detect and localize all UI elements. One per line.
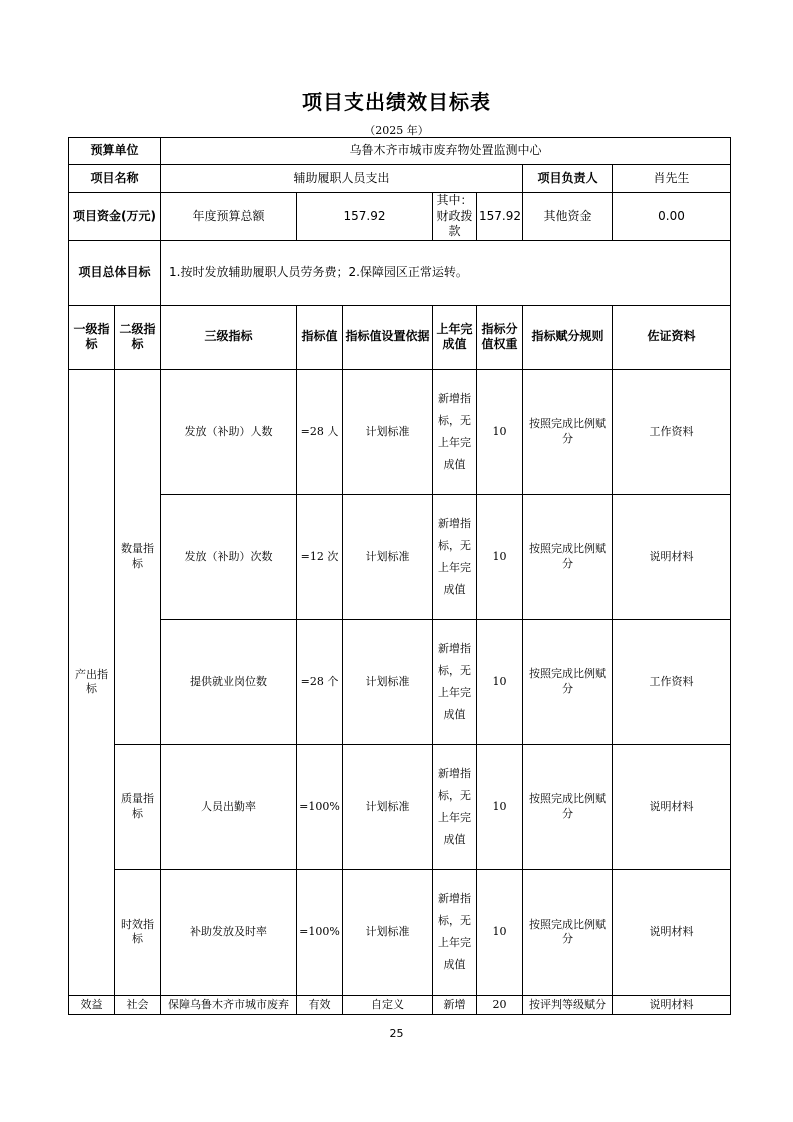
table-row bbox=[69, 744, 731, 869]
annual-budget-label: 年度预算总额 bbox=[161, 193, 297, 241]
fiscal-value: 157.92 bbox=[477, 193, 523, 241]
row-value: =28 个 bbox=[297, 619, 343, 744]
row-weight: 10 bbox=[477, 619, 523, 744]
row-rule: 按照完成比例赋分 bbox=[523, 369, 613, 494]
page-title: 项目支出绩效目标表 bbox=[302, 90, 491, 114]
fiscal-label: 其中：财政拨款 bbox=[433, 193, 477, 241]
budget-unit-value: 乌鲁木齐市城市废弃物处置监测中心 bbox=[161, 138, 731, 165]
row-weight: 10 bbox=[477, 369, 523, 494]
row-evidence: 说明材料 bbox=[613, 494, 731, 619]
row-prev: 新增指标，无上年完成值 bbox=[433, 494, 477, 619]
budget-unit-label: 预算单位 bbox=[69, 138, 161, 165]
row-value: =100% bbox=[297, 744, 343, 869]
row-evidence: 说明材料 bbox=[613, 744, 731, 869]
col-header-level2: 二级指标 bbox=[115, 305, 161, 369]
col-header-level1: 一级指标 bbox=[69, 305, 115, 369]
row-weight: 10 bbox=[477, 494, 523, 619]
overall-goal-label: 项目总体目标 bbox=[69, 240, 161, 305]
row-evidence: 工作资料 bbox=[613, 619, 731, 744]
last-basis: 自定义 bbox=[343, 995, 433, 1014]
project-owner-label: 项目负责人 bbox=[523, 165, 613, 193]
col-header-level3: 三级指标 bbox=[161, 305, 297, 369]
row-rule: 按照完成比例赋分 bbox=[523, 869, 613, 995]
last-evidence: 说明材料 bbox=[613, 995, 731, 1014]
last-level1: 效益 bbox=[69, 995, 115, 1014]
project-name-label: 项目名称 bbox=[69, 165, 161, 193]
row-value: =100% bbox=[297, 869, 343, 995]
row-prev: 新增指标，无上年完成值 bbox=[433, 869, 477, 995]
table-row bbox=[69, 369, 731, 494]
row-basis: 计划标准 bbox=[343, 869, 433, 995]
col-header-rule: 指标赋分规则 bbox=[523, 305, 613, 369]
other-funds-value: 0.00 bbox=[613, 193, 731, 241]
row-prev: 新增指标，无上年完成值 bbox=[433, 744, 477, 869]
last-value: 有效 bbox=[297, 995, 343, 1014]
row-rule: 按照完成比例赋分 bbox=[523, 744, 613, 869]
row-weight: 10 bbox=[477, 869, 523, 995]
row-value: =12 次 bbox=[297, 494, 343, 619]
last-level3: 保障乌鲁木齐市城市废弃 bbox=[161, 995, 297, 1014]
level2-quality: 质量指标 bbox=[115, 744, 161, 869]
col-header-evidence: 佐证资料 bbox=[613, 305, 731, 369]
performance-table bbox=[68, 137, 731, 1015]
row-level3: 补助发放及时率 bbox=[161, 869, 297, 995]
last-rule: 按评判等级赋分 bbox=[523, 995, 613, 1014]
col-header-weight: 指标分值权重 bbox=[477, 305, 523, 369]
year-label: （2025 年） bbox=[364, 124, 429, 137]
project-fund-label: 项目资金(万元) bbox=[69, 193, 161, 241]
row-evidence: 说明材料 bbox=[613, 869, 731, 995]
table-row bbox=[69, 869, 731, 995]
row-level3: 人员出勤率 bbox=[161, 744, 297, 869]
row-rule: 按照完成比例赋分 bbox=[523, 494, 613, 619]
row-level3: 提供就业岗位数 bbox=[161, 619, 297, 744]
other-funds-label: 其他资金 bbox=[523, 193, 613, 241]
row-basis: 计划标准 bbox=[343, 369, 433, 494]
page-number: 25 bbox=[389, 1027, 404, 1040]
row-rule: 按照完成比例赋分 bbox=[523, 619, 613, 744]
col-header-prev: 上年完成值 bbox=[433, 305, 477, 369]
level2-quantity: 数量指标 bbox=[115, 369, 161, 744]
row-basis: 计划标准 bbox=[343, 744, 433, 869]
row-prev: 新增指标，无上年完成值 bbox=[433, 619, 477, 744]
row-evidence: 工作资料 bbox=[613, 369, 731, 494]
row-basis: 计划标准 bbox=[343, 494, 433, 619]
level1-output: 产出指标 bbox=[69, 369, 115, 995]
last-prev: 新增 bbox=[433, 995, 477, 1014]
annual-budget-value: 157.92 bbox=[297, 193, 433, 241]
table-row bbox=[69, 494, 731, 619]
row-basis: 计划标准 bbox=[343, 619, 433, 744]
row-level3: 发放（补助）人数 bbox=[161, 369, 297, 494]
project-name-value: 辅助履职人员支出 bbox=[161, 165, 523, 193]
last-level2: 社会 bbox=[115, 995, 161, 1014]
row-weight: 10 bbox=[477, 744, 523, 869]
level2-time: 时效指标 bbox=[115, 869, 161, 995]
overall-goal-value: 1.按时发放辅助履职人员劳务费；2.保障园区正常运转。 bbox=[161, 240, 731, 305]
col-header-basis: 指标值设置依据 bbox=[343, 305, 433, 369]
row-value: =28 人 bbox=[297, 369, 343, 494]
col-header-value: 指标值 bbox=[297, 305, 343, 369]
table-row bbox=[69, 619, 731, 744]
project-owner-value: 肖先生 bbox=[613, 165, 731, 193]
row-level3: 发放（补助）次数 bbox=[161, 494, 297, 619]
last-weight: 20 bbox=[477, 995, 523, 1014]
row-prev: 新增指标，无上年完成值 bbox=[433, 369, 477, 494]
table-row bbox=[69, 995, 731, 1014]
